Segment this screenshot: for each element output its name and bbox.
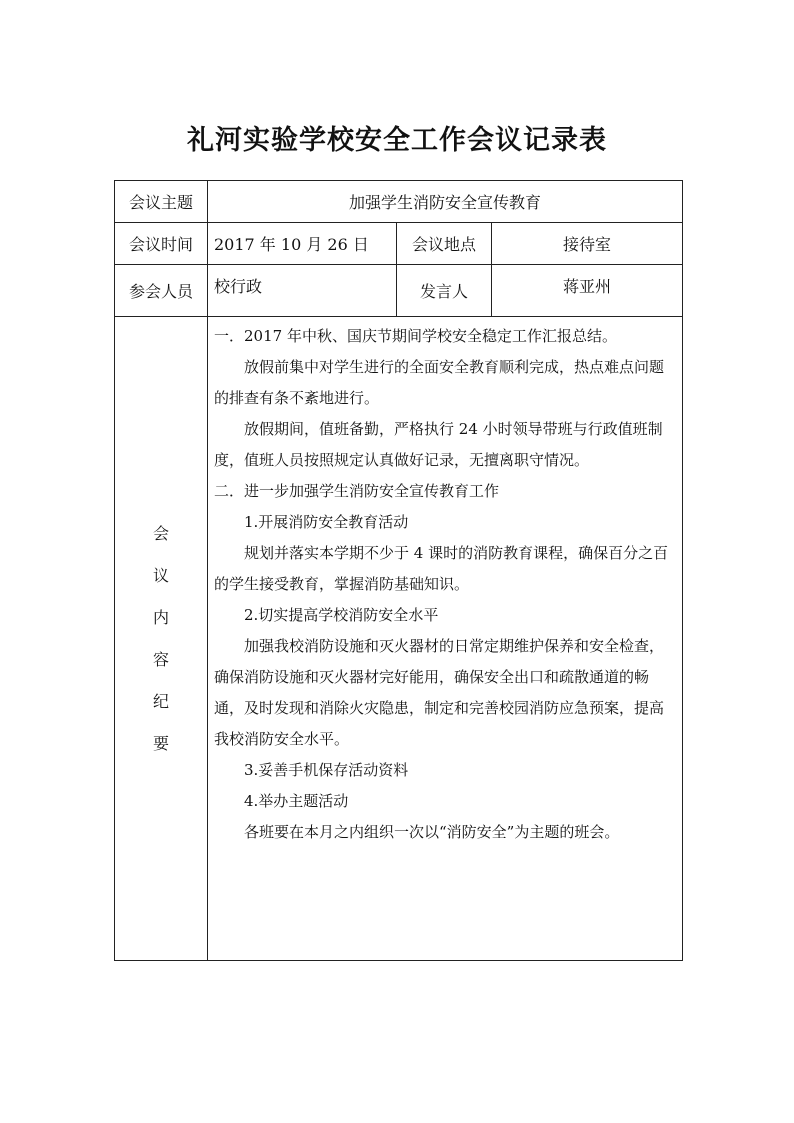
- topic-row: [115, 181, 683, 223]
- content-label-char: 会: [152, 523, 169, 543]
- speaker-value: 蒋亚州: [492, 265, 683, 317]
- content-paragraph: 放假前集中对学生进行的全面安全教育顺利完成，热点难点问题的排查有条不紊地进行。: [214, 358, 665, 407]
- content-label-char: 纪: [152, 691, 169, 711]
- topic-value: 加强学生消防安全宣传教育: [208, 181, 683, 223]
- meeting-record-table: [114, 180, 683, 961]
- content-label: [115, 317, 208, 961]
- content-paragraph: 1.开展消防安全教育活动: [244, 513, 409, 531]
- time-row: [115, 223, 683, 265]
- time-value: 2017 年 10 月 26 日: [208, 223, 397, 265]
- page-title: 礼河实验学校安全工作会议记录表: [187, 125, 607, 156]
- location-label: 会议地点: [397, 223, 492, 265]
- content-body: [208, 317, 683, 961]
- time-label: 会议时间: [115, 223, 208, 265]
- content-paragraph: 一．2017 年中秋、国庆节期间学校安全稳定工作汇报总结。: [214, 327, 617, 345]
- topic-label: 会议主题: [115, 181, 208, 223]
- content-paragraph: 规划并落实本学期不少于 4 课时的消防教育课程，确保百分之百的学生接受教育，掌握消防基础知识。: [214, 544, 669, 593]
- attendees-row: [115, 265, 683, 317]
- content-paragraph: 4.举办主题活动: [244, 792, 349, 810]
- content-paragraph: 2.切实提高学校消防安全水平: [244, 606, 439, 624]
- content-label-char: 要: [152, 733, 169, 753]
- attendees-label: 参会人员: [115, 265, 208, 317]
- content-row: [115, 317, 683, 961]
- content-label-char: 内: [152, 607, 169, 627]
- content-paragraph: 放假期间，值班备勤，严格执行 24 小时领导带班与行政值班制度，值班人员按照规定认真做好记录，无擅离职守情况。: [214, 420, 663, 469]
- attendees-value: 校行政: [208, 265, 397, 317]
- content-label-char: 议: [152, 565, 169, 585]
- location-value: 接待室: [492, 223, 683, 265]
- content-paragraph: 各班要在本月之内组织一次以“消防安全”为主题的班会。: [244, 823, 620, 841]
- content-paragraph: 加强我校消防设施和灭火器材的日常定期维护保养和安全检查，确保消防设施和灭火器材完好能用，确保安全出口和疏散通道的畅通，及时发现和消除火灾隐患，制定和完善校园消防应急预案，提高我校消防安全水平。: [214, 637, 665, 748]
- content-label-char: 容: [152, 649, 169, 669]
- content-paragraph: 二．进一步加强学生消防安全宣传教育工作: [214, 482, 500, 500]
- content-paragraph: 3.妥善手机保存活动资料: [244, 761, 409, 779]
- speaker-label: 发言人: [397, 265, 492, 317]
